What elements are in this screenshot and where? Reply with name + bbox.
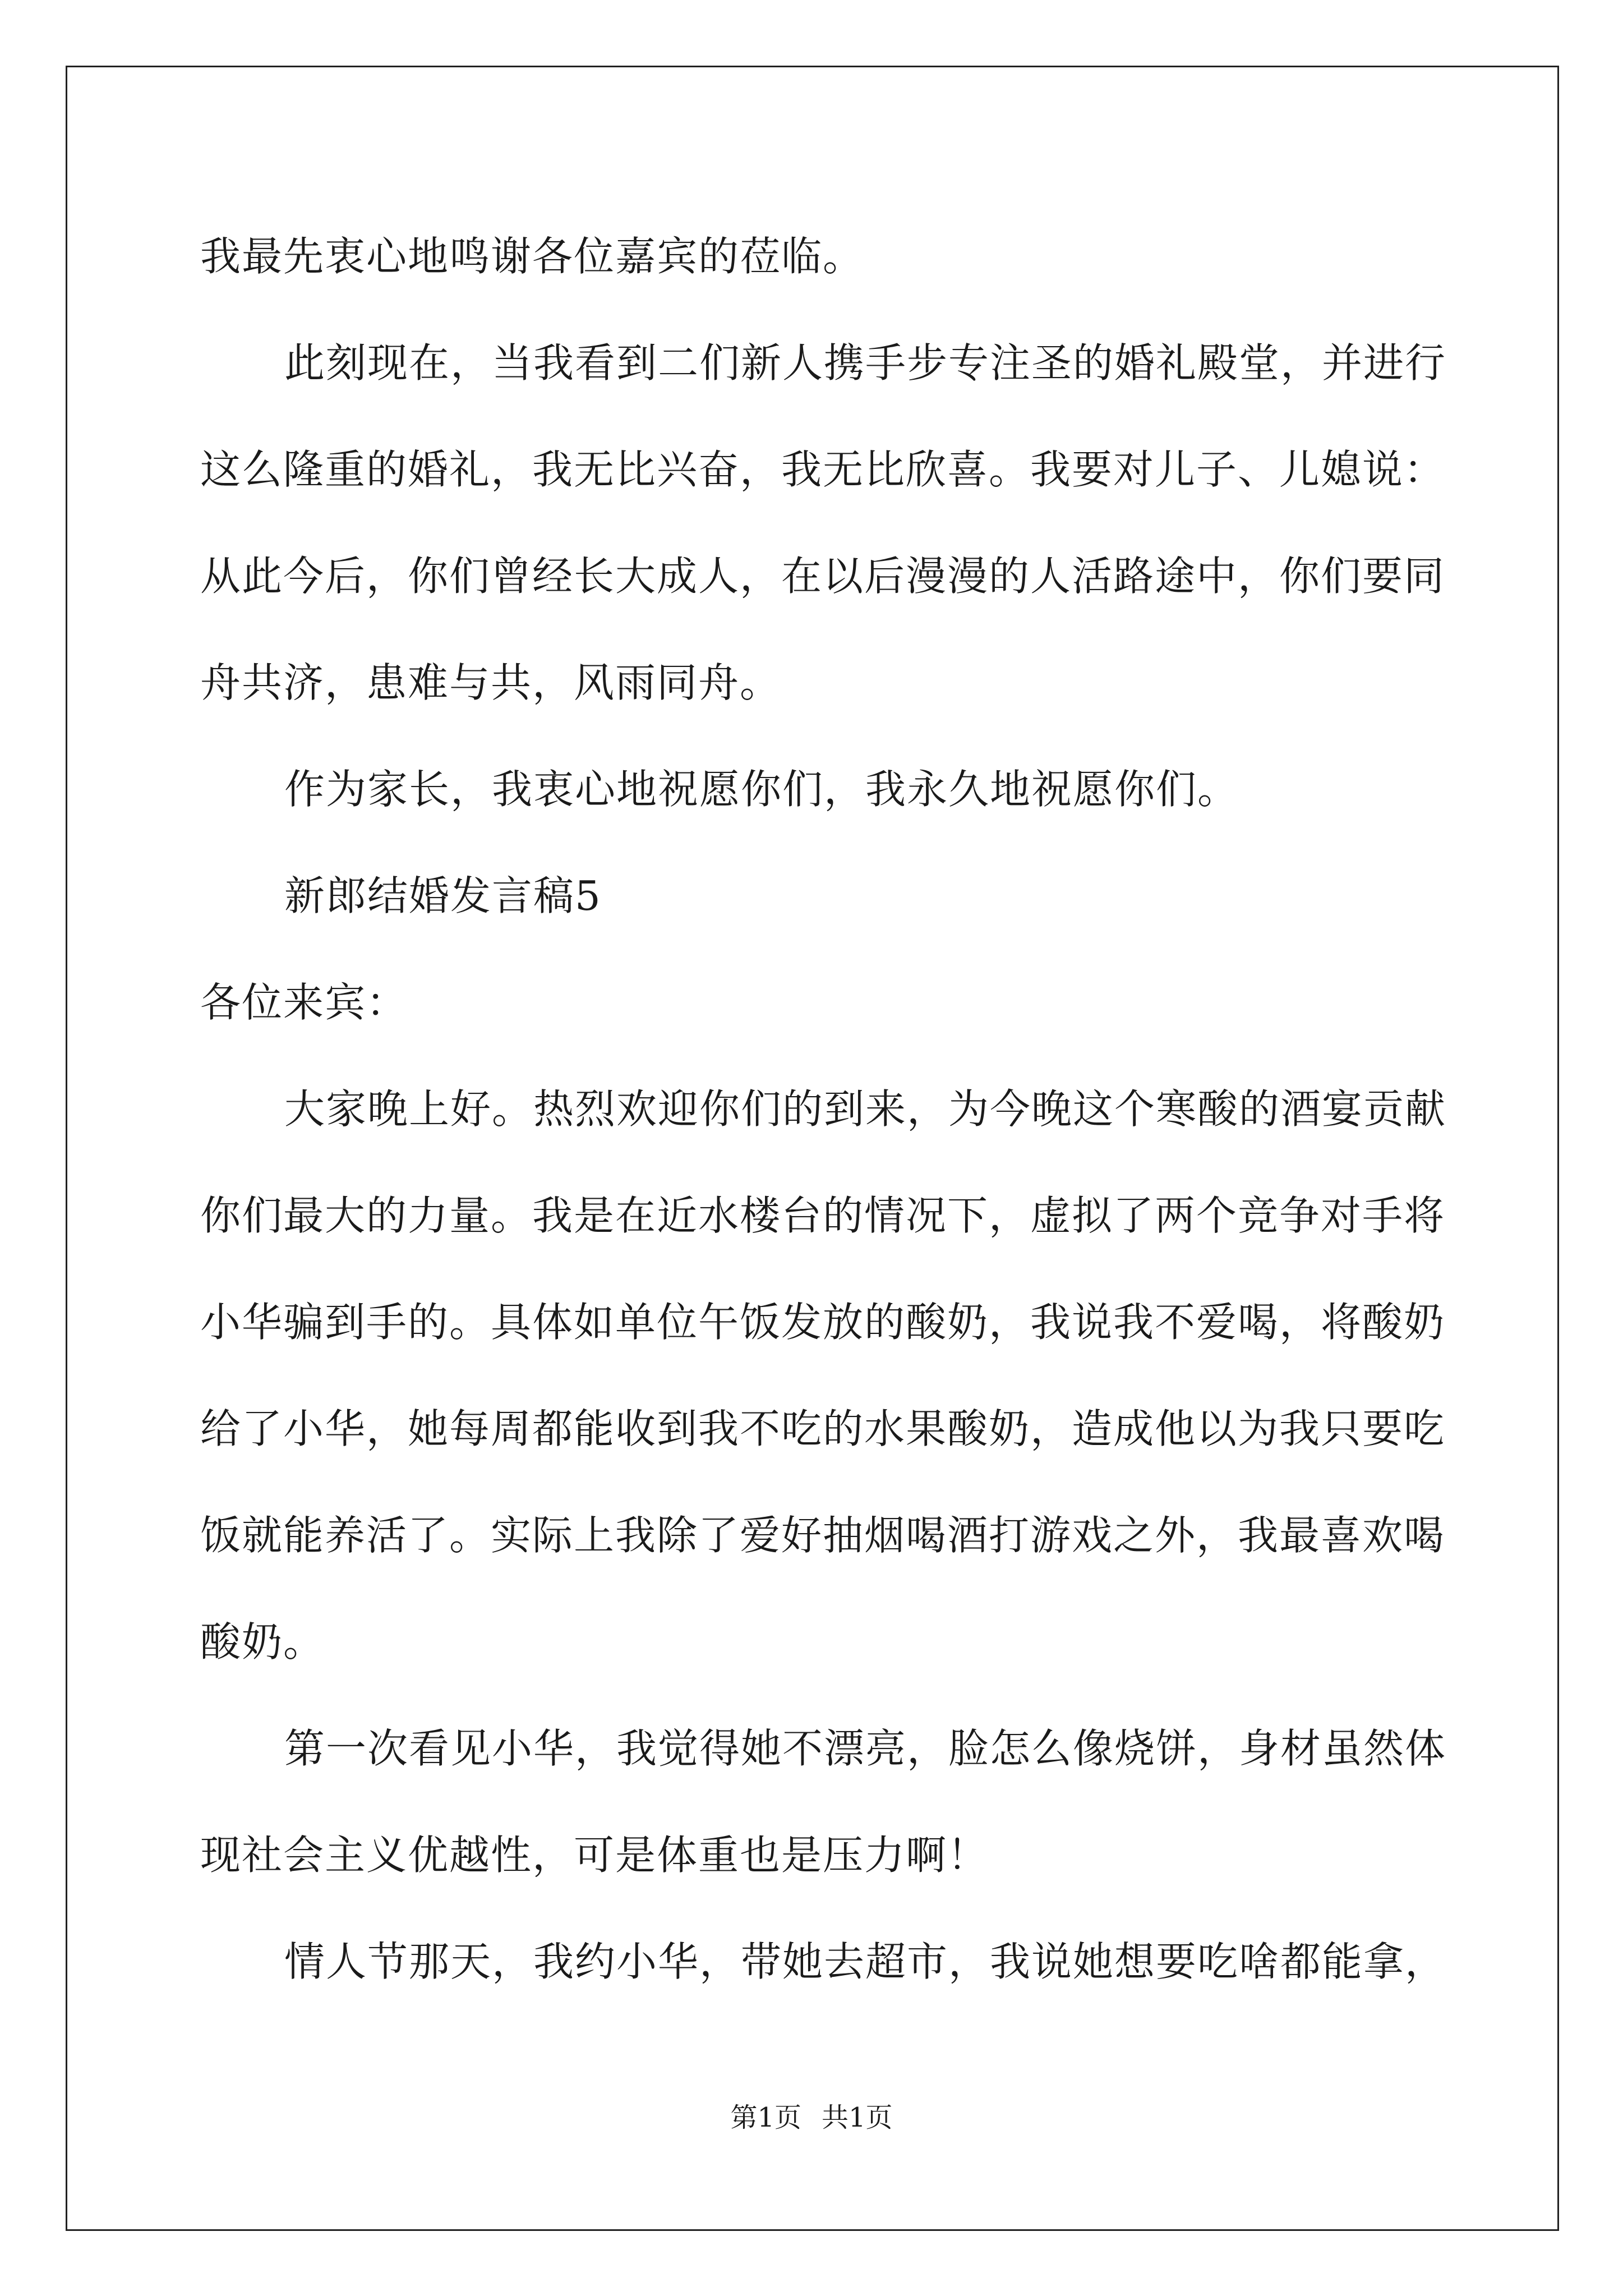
section-heading: 新郎结婚发言稿5 [284, 872, 602, 919]
text-line: 我最先衷心地鸣谢各位嘉宾的莅临。 [200, 233, 865, 280]
page-number: 第1页 [730, 2102, 801, 2133]
text-line: 现社会主义优越性，可是体重也是压力啊！ [200, 1832, 989, 1879]
text-line: 给了小华，她每周都能收到我不吃的水果酸奶，造成他以为我只要吃 [200, 1405, 1446, 1452]
text-line: 舟共济，患难与共，风雨同舟。 [200, 659, 782, 706]
text-line: 这么隆重的婚礼，我无比兴奋，我无比欣喜。我要对儿子、儿媳说： [200, 446, 1446, 493]
text-line: 你们最大的力量。我是在近水楼台的情况下，虚拟了两个竞争对手将 [200, 1192, 1446, 1239]
text-line: 此刻现在，当我看到二们新人携手步专注圣的婚礼殿堂，并进行 [284, 339, 1447, 386]
text-line: 从此今后，你们曾经长大成人，在以后漫漫的人活路途中，你们要同 [200, 553, 1446, 600]
salutation: 各位来宾： [200, 979, 408, 1026]
text-line: 饭就能养活了。实际上我除了爱好抽烟喝酒打游戏之外，我最喜欢喝 [200, 1512, 1446, 1559]
page-footer [0, 2101, 1623, 2134]
text-line: 情人节那天，我约小华，带她去超市，我说她想要吃啥都能拿， [284, 1938, 1447, 1985]
text-line: 作为家长，我衷心地祝愿你们，我永久地祝愿你们。 [284, 766, 1239, 813]
page-total: 共1页 [822, 2102, 893, 2133]
text-line: 酸奶。 [200, 1618, 325, 1665]
text-line: 第一次看见小华，我觉得她不漂亮，脸怎么像烧饼，身材虽然体 [284, 1725, 1447, 1772]
text-line: 大家晚上好。热烈欢迎你们的到来，为今晚这个寒酸的酒宴贡献 [284, 1085, 1447, 1133]
text-line: 小华骗到手的。具体如单位午饭发放的酸奶，我说我不爱喝，将酸奶 [200, 1299, 1446, 1346]
